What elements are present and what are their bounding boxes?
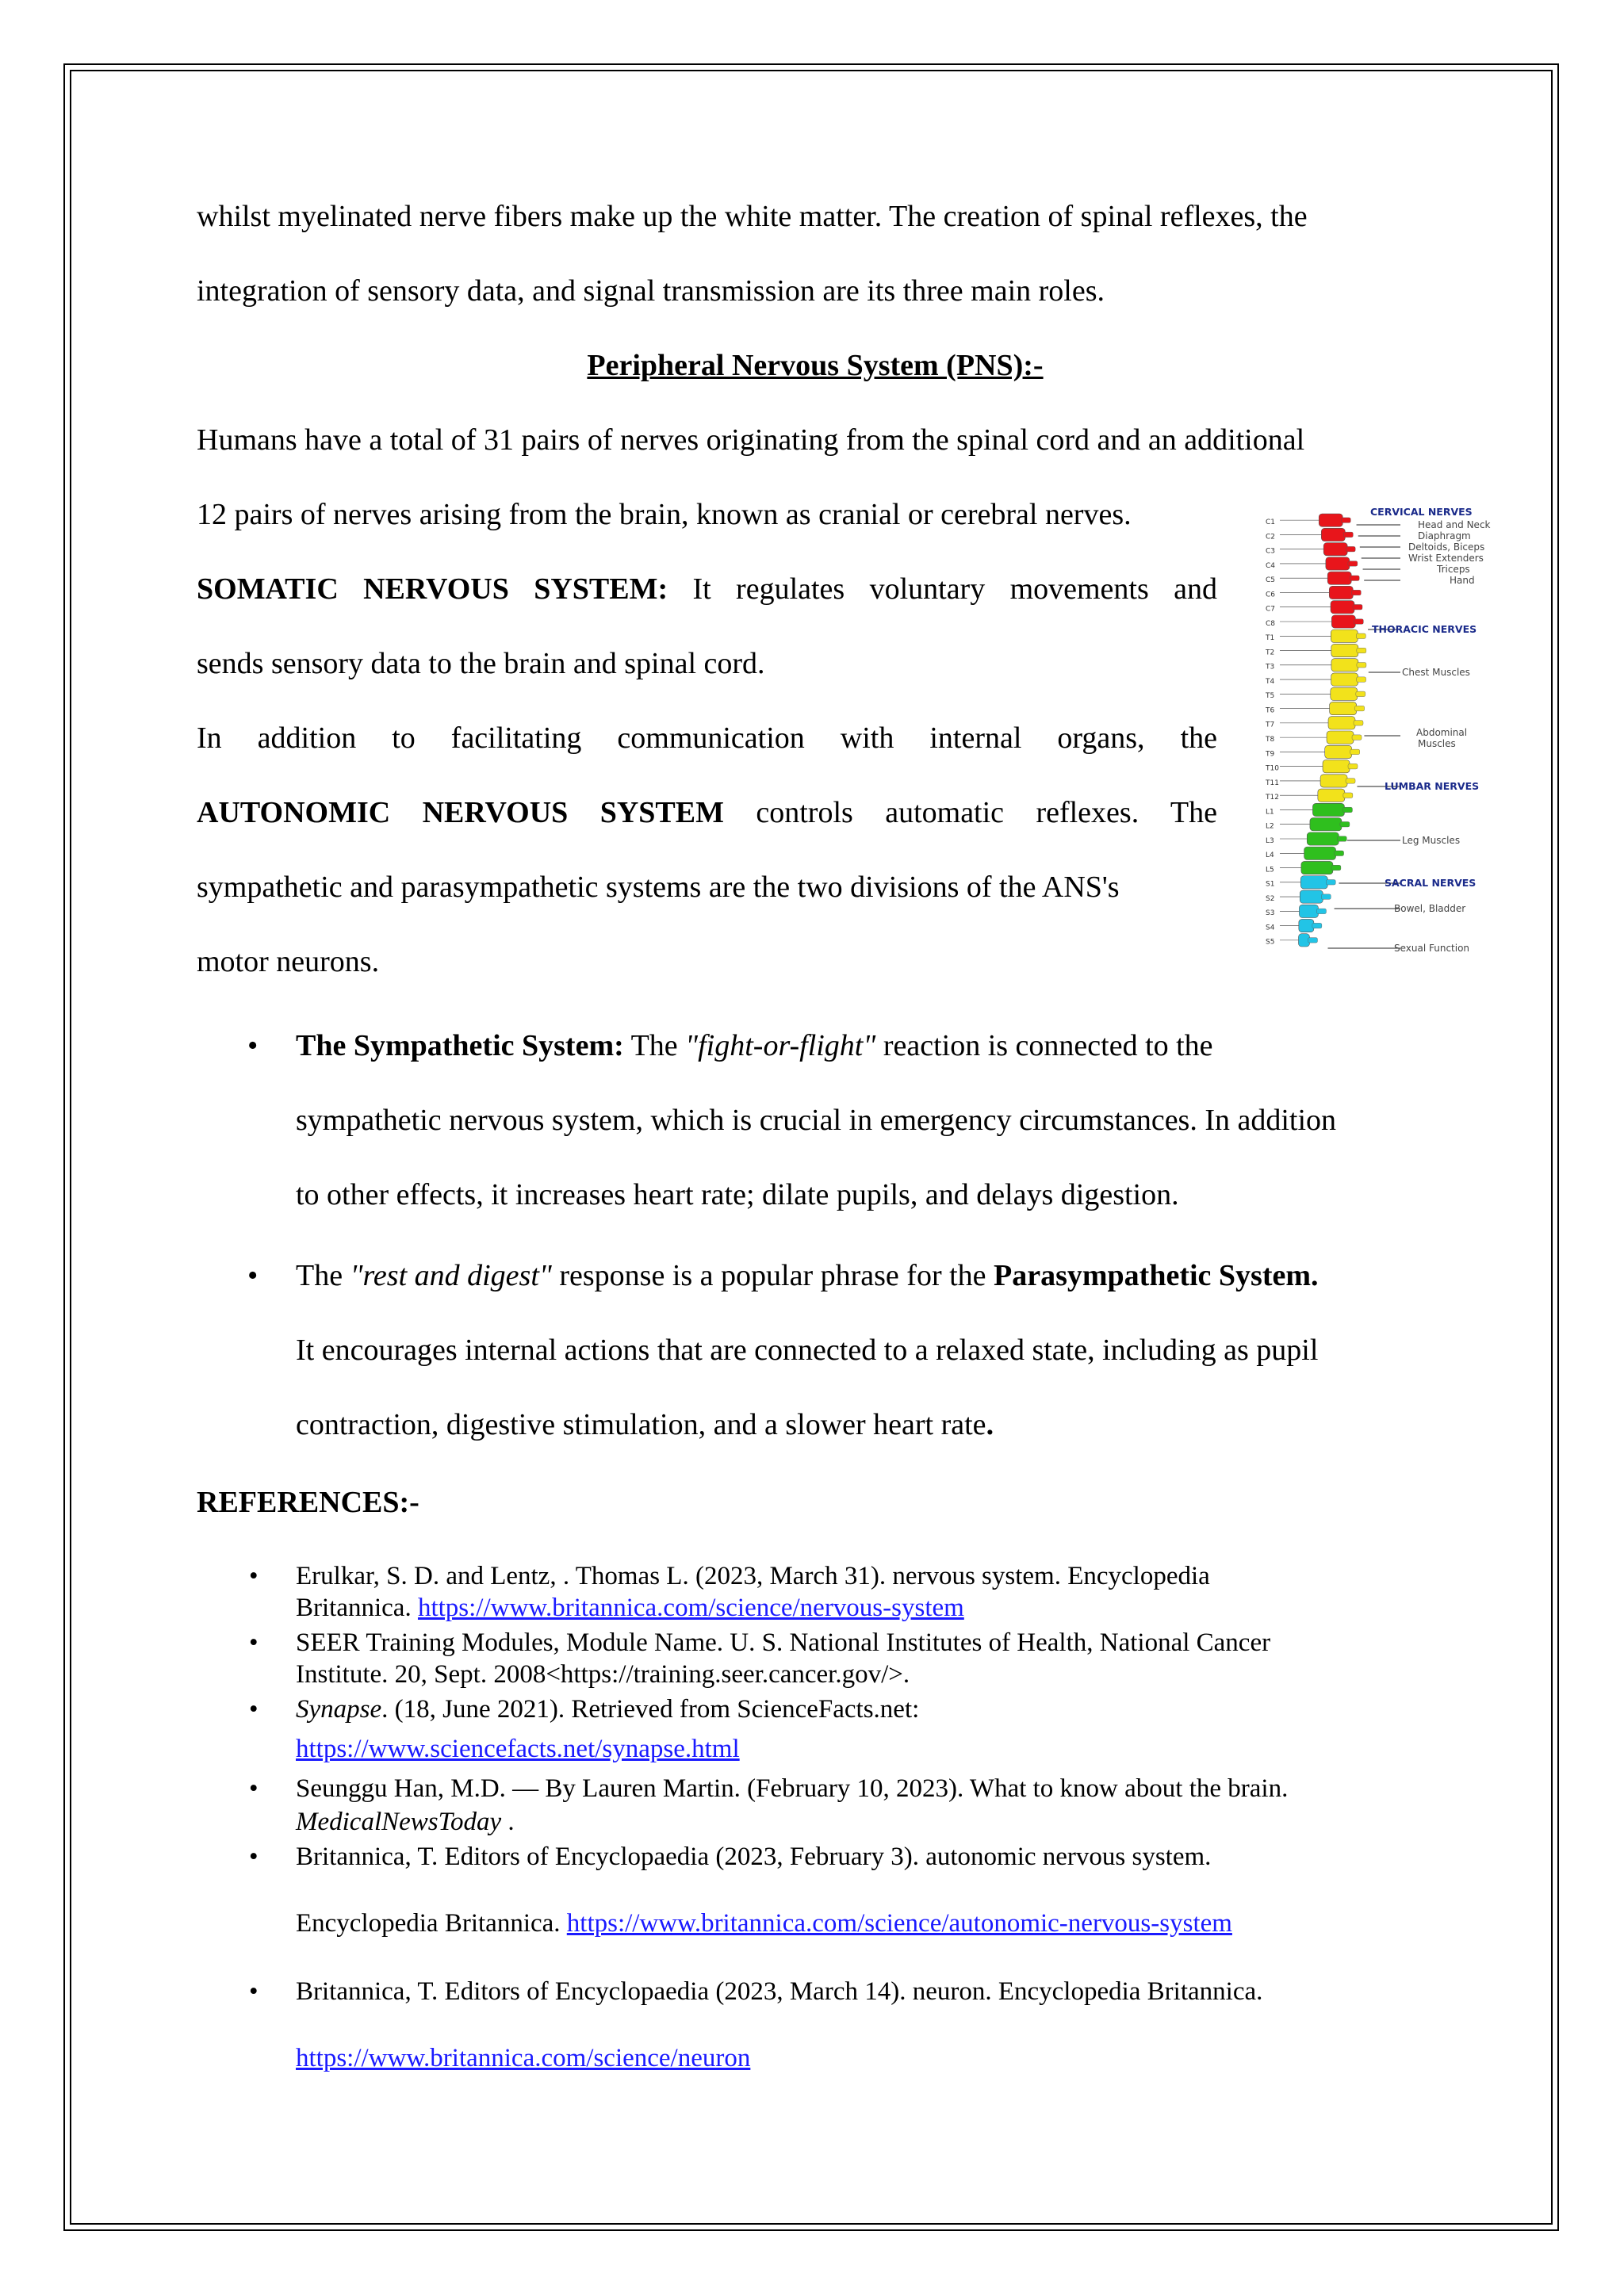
spinous-process-l3: [1337, 836, 1346, 842]
vertebra-l2: [1310, 818, 1342, 831]
spinous-process-t8: [1352, 735, 1362, 740]
vertebra-label-l4: L4: [1266, 851, 1274, 860]
ref-bullet: •: [249, 1774, 259, 1803]
fight-or-flight-term: "fight-or-flight": [685, 1029, 876, 1062]
vertebra-label-c3: C3: [1266, 547, 1276, 556]
sympathetic-text-pre: The: [623, 1029, 686, 1062]
reference-4-text: .: [501, 1808, 515, 1836]
spinous-process-l4: [1335, 851, 1344, 856]
page-border-inner: [70, 70, 1553, 2225]
vertebra-label-t3: T3: [1266, 663, 1275, 672]
pns-heading: Peripheral Nervous System (PNS):-: [587, 349, 1044, 382]
references-heading: REFERENCES:-: [197, 1486, 419, 1519]
label-sexual-function: Sexual Function: [1394, 943, 1470, 954]
reference-3-text: . (18, June 2021). Retrieved from ScienceFacts.net:: [381, 1695, 920, 1724]
label-diaphragm: Diaphragm: [1418, 530, 1471, 541]
reference-1-source: Britannica.: [296, 1594, 418, 1622]
spine-vertebrae: [1298, 514, 1365, 947]
vertebra-label-l5: L5: [1266, 866, 1274, 874]
vertebra-t9: [1325, 745, 1352, 758]
reference-2-line-1: SEER Training Modules, Module Name. U. S. National Institutes of Health, National Cancer: [296, 1628, 1271, 1657]
spinous-process-t9: [1350, 749, 1360, 755]
vertebra-label-s4: S4: [1266, 924, 1275, 932]
spinous-process-s1: [1326, 880, 1335, 886]
sacral-heading: SACRAL NERVES: [1385, 877, 1477, 889]
vertebra-label-t10: T10: [1266, 764, 1279, 773]
spinal-nerves-figure: [1262, 504, 1494, 980]
spinous-process-c4: [1348, 561, 1358, 567]
vertebra-t11: [1320, 775, 1347, 787]
spinous-process-c2: [1343, 532, 1353, 538]
sympathetic-term: The Sympathetic System:: [296, 1029, 624, 1062]
vertebra-l3: [1307, 832, 1339, 845]
vertebra-c6: [1329, 586, 1353, 599]
somatic-line-2: sends sensory data to the brain and spinal cord.: [197, 647, 765, 680]
vertebra-label-c4: C4: [1266, 561, 1276, 570]
bullet-symbol: •: [247, 1259, 259, 1292]
cervical-heading: CERVICAL NERVES: [1370, 506, 1473, 518]
reference-3-line-2: [296, 1736, 740, 1762]
spinous-process-c8: [1354, 619, 1363, 625]
sympathetic-line-3: to other effects, it increases heart rate; dilate pupils, and delays digestion.: [296, 1178, 1179, 1211]
vertebra-label-t7: T7: [1266, 721, 1275, 729]
vertebra-c7: [1331, 601, 1354, 614]
label-triceps: Triceps: [1437, 564, 1470, 575]
spinous-process-s4: [1312, 923, 1322, 928]
vertebra-label-t11: T11: [1266, 779, 1279, 787]
label-leg-muscles: Leg Muscles: [1402, 835, 1461, 846]
somatic-text: It regulates voluntary movements and: [668, 572, 1217, 606]
sympathetic-line-2: sympathetic nervous system, which is crucial in emergency circumstances. In addition: [296, 1104, 1337, 1137]
reference-2-line-2: Institute. 20, Sept. 2008<https://training.seer.cancer.gov/>.: [296, 1660, 910, 1689]
pns-paragraph-line-1: Humans have a total of 31 pairs of nerves originating from the spinal cord and an additional: [197, 423, 1305, 457]
parasympathetic-line-2: It encourages internal actions that are connected to a relaxed state, including as pupil: [296, 1334, 1319, 1367]
vertebra-label-c7: C7: [1266, 605, 1276, 614]
reference-3-title: Synapse: [296, 1695, 382, 1724]
vertebra-label-c8: C8: [1266, 619, 1276, 628]
spinous-process-t12: [1343, 793, 1353, 798]
ref-bullet: •: [249, 1562, 259, 1590]
spinous-process-l2: [1340, 821, 1350, 827]
pns-paragraph-line-2: 12 pairs of nerves arising from the brain, known as cranial or cerebral nerves.: [197, 498, 1132, 531]
reference-1-link[interactable]: https://www.britannica.com/science/nervous-system: [417, 1594, 964, 1622]
label-wrist-extenders: Wrist Extenders: [1408, 553, 1484, 564]
vertebra-c4: [1326, 557, 1350, 570]
autonomic-line-2: [197, 798, 1217, 828]
vertebra-label-c5: C5: [1266, 576, 1276, 585]
spinous-process-l5: [1331, 865, 1341, 871]
vertebra-t5: [1331, 687, 1358, 700]
vertebra-s1: [1300, 876, 1327, 889]
parasympathetic-period: .: [986, 1408, 994, 1441]
reference-1-line-2: [296, 1595, 964, 1621]
reference-1-line-1: Erulkar, S. D. and Lentz, . Thomas L. (2023, March 31). nervous system. Encyclopedia: [296, 1562, 1210, 1590]
spinous-process-s3: [1316, 909, 1326, 914]
reference-6-line-1: Britannica, T. Editors of Encyclopaedia (2023, March 14). neuron. Encyclopedia Britannica.: [296, 1977, 1263, 2006]
label-abdominal: Abdominal: [1416, 727, 1468, 738]
vertebra-t7: [1328, 717, 1355, 729]
spinous-process-c6: [1351, 590, 1361, 595]
somatic-line-1: [197, 574, 1217, 604]
vertebra-c3: [1323, 543, 1347, 556]
parasympathetic-text-mid: response is a popular phrase for the: [551, 1259, 994, 1292]
vertebra-label-c1: C1: [1266, 519, 1276, 527]
spinous-process-t10: [1348, 763, 1358, 769]
intro-line-1: whilst myelinated nerve fibers make up the white matter. The creation of spinal reflexes, the: [197, 200, 1308, 233]
vertebra-label-t9: T9: [1266, 750, 1275, 759]
thoracic-heading: THORACIC NERVES: [1372, 623, 1477, 635]
sympathetic-line-1: [296, 1031, 1213, 1061]
reference-4-publisher: MedicalNewsToday: [296, 1808, 502, 1836]
vertebra-c2: [1321, 528, 1345, 541]
autonomic-term: AUTONOMIC NERVOUS SYSTEM: [197, 796, 724, 829]
vertebra-label-s2: S2: [1266, 894, 1275, 903]
spinous-process-s2: [1321, 894, 1331, 900]
vertebra-t3: [1331, 659, 1358, 672]
ref-bullet: •: [249, 1977, 259, 2006]
spine-diagram: [1262, 504, 1494, 980]
label-bowel-bladder: Bowel, Bladder: [1394, 903, 1466, 914]
vertebra-label-l2: L2: [1266, 822, 1274, 831]
bullet-symbol: •: [247, 1029, 259, 1062]
ref-bullet: •: [249, 1843, 259, 1871]
autonomic-text: controls automatic reflexes. The: [723, 796, 1217, 829]
vertebra-t1: [1331, 629, 1358, 642]
reference-5-source: Encyclopedia Britannica.: [296, 1909, 567, 1938]
reference-4-line-2: [296, 1809, 515, 1835]
spinous-process-c3: [1346, 546, 1355, 552]
vertebra-label-s3: S3: [1266, 909, 1275, 918]
reference-4-line-1: Seunggu Han, M.D. — By Lauren Martin. (February 10, 2023). What to know about the brain.: [296, 1774, 1289, 1803]
spinous-process-t3: [1357, 663, 1366, 668]
spinous-process-t2: [1357, 648, 1366, 653]
spinous-process-c5: [1350, 576, 1359, 581]
label-head-neck: Head and Neck: [1418, 519, 1491, 530]
spinous-process-c1: [1341, 518, 1350, 523]
vertebra-l4: [1304, 847, 1336, 859]
sympathetic-text-post: reaction is connected to the: [875, 1029, 1213, 1062]
spinous-process-c7: [1353, 604, 1362, 610]
vertebra-label-s5: S5: [1266, 938, 1275, 947]
label-chest-muscles: Chest Muscles: [1402, 667, 1470, 678]
vertebra-t6: [1330, 702, 1357, 714]
vertebra-t2: [1331, 644, 1358, 656]
vertebra-label-c2: C2: [1266, 533, 1276, 541]
vertebra-label-l1: L1: [1266, 808, 1274, 817]
autonomic-line-4: motor neurons.: [197, 945, 380, 978]
vertebra-c1: [1319, 514, 1342, 526]
vertebra-l1: [1312, 803, 1344, 816]
spinous-process-t6: [1355, 706, 1365, 711]
spinous-process-t1: [1356, 633, 1365, 639]
vertebra-s4: [1299, 919, 1314, 932]
vertebra-t4: [1331, 673, 1358, 686]
spinous-process-t11: [1346, 779, 1355, 784]
label-deltoids: Deltoids, Biceps: [1408, 541, 1485, 553]
reference-6-link[interactable]: https://www.britannica.com/science/neuron: [296, 2044, 751, 2072]
vertebra-label-s1: S1: [1266, 880, 1275, 889]
reference-5-line-2: [296, 1911, 1232, 1937]
parasympathetic-text: contraction, digestive stimulation, and a slower heart rate: [296, 1408, 986, 1441]
label-muscles: Muscles: [1418, 738, 1456, 749]
vertebra-s2: [1300, 890, 1323, 903]
parasympathetic-line-1: [296, 1261, 1319, 1291]
spinous-process-t4: [1357, 677, 1366, 683]
vertebra-label-t2: T2: [1266, 649, 1275, 657]
vertebra-c5: [1327, 572, 1351, 584]
vertebra-c8: [1331, 615, 1355, 628]
spinous-process-s5: [1308, 938, 1317, 943]
vertebra-label-t4: T4: [1266, 677, 1275, 686]
vertebra-label-t5: T5: [1266, 692, 1275, 701]
spinous-process-t7: [1354, 721, 1363, 726]
vertebra-label-l3: L3: [1266, 836, 1274, 845]
vertebra-label-t1: T1: [1266, 634, 1275, 643]
somatic-term: SOMATIC NERVOUS SYSTEM:: [197, 572, 668, 606]
parasympathetic-text-pre: The: [296, 1259, 350, 1292]
reference-6-line-2: [296, 2045, 750, 2072]
reference-5-line-1: Britannica, T. Editors of Encyclopaedia (2023, February 3). autonomic nervous system.: [296, 1843, 1212, 1871]
ref-bullet: •: [249, 1695, 259, 1724]
spinous-process-t5: [1356, 691, 1365, 697]
reference-5-link[interactable]: https://www.britannica.com/science/autonomic-nervous-system: [566, 1909, 1232, 1938]
autonomic-line-1: In addition to facilitating communication with internal organs, the: [197, 721, 1217, 755]
vertebra-label-t6: T6: [1266, 706, 1275, 715]
parasympathetic-term: Parasympathetic System.: [994, 1259, 1319, 1292]
vertebra-t10: [1323, 760, 1350, 773]
vertebra-s3: [1299, 905, 1318, 917]
ref-bullet: •: [249, 1628, 259, 1657]
reference-3-line-1: [296, 1697, 919, 1723]
vertebra-label-t8: T8: [1266, 736, 1275, 744]
vertebra-t8: [1327, 731, 1354, 744]
autonomic-line-3: sympathetic and parasympathetic systems are the two divisions of the ANS's: [197, 871, 1120, 904]
intro-line-2: integration of sensory data, and signal transmission are its three main roles.: [197, 274, 1105, 308]
spinous-process-l1: [1342, 807, 1352, 813]
lumbar-heading: LUMBAR NERVES: [1385, 780, 1480, 792]
reference-3-link[interactable]: https://www.sciencefacts.net/synapse.html: [296, 1735, 740, 1763]
vertebra-t12: [1318, 789, 1345, 802]
parasympathetic-line-3: [296, 1410, 994, 1440]
rest-and-digest-term: "rest and digest": [350, 1259, 552, 1292]
vertebra-label-t12: T12: [1266, 794, 1279, 802]
label-hand: Hand: [1450, 575, 1475, 586]
vertebra-label-c6: C6: [1266, 591, 1276, 599]
vertebra-l5: [1301, 861, 1333, 874]
